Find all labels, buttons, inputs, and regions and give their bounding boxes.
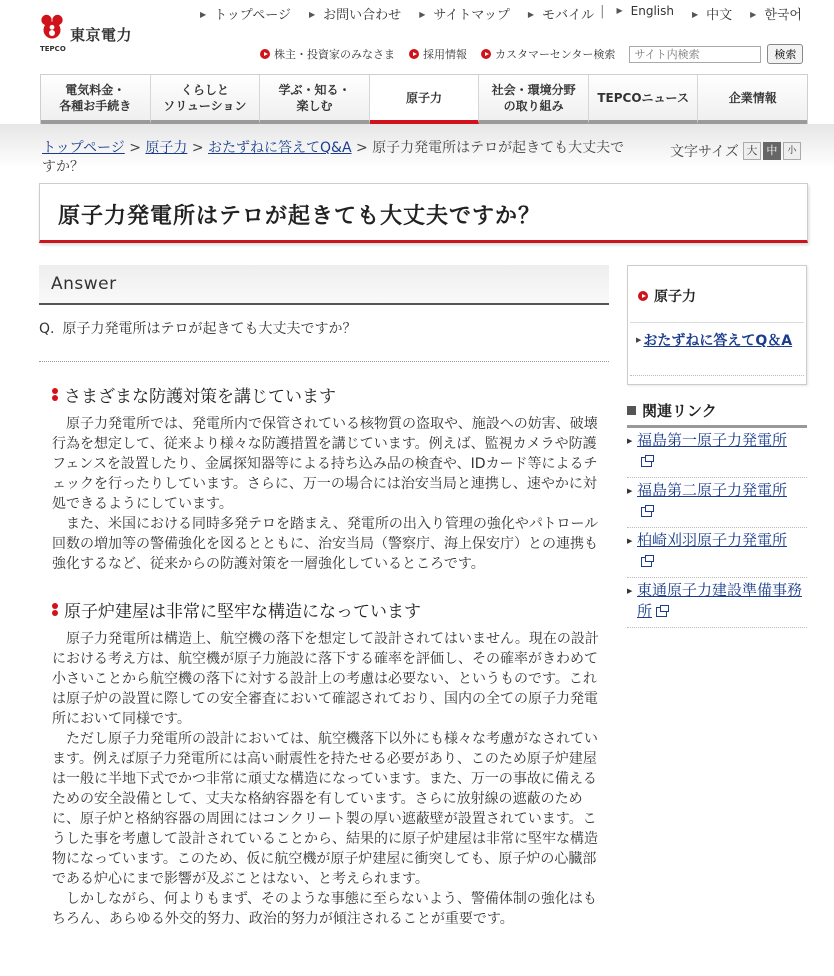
question-label: Q. bbox=[39, 321, 55, 337]
utility-sitemap-label: サイトマップ bbox=[433, 8, 510, 23]
arrow-circle-icon bbox=[481, 49, 491, 59]
lang-english-link[interactable] bbox=[604, 4, 680, 23]
lang-english-label: English bbox=[630, 4, 674, 18]
related-link-label: 福島第二原子力発電所 bbox=[637, 481, 788, 499]
divider bbox=[39, 361, 609, 362]
related-links-list bbox=[627, 430, 807, 630]
nav-tab-label: 学ぶ・知る・ 楽しむ bbox=[278, 82, 351, 113]
question bbox=[39, 318, 609, 338]
utility-sitemap-link[interactable] bbox=[407, 4, 516, 23]
nav-tab-news[interactable] bbox=[589, 75, 699, 124]
investors-link[interactable] bbox=[260, 46, 395, 62]
customer-center-link[interactable] bbox=[481, 46, 615, 62]
nav-tab-rates[interactable] bbox=[41, 75, 151, 124]
logo-name: 東京電力 bbox=[70, 26, 133, 44]
recruit-link[interactable] bbox=[409, 46, 467, 62]
related-link[interactable] bbox=[627, 430, 807, 478]
sidebar-section-label: 原子力 bbox=[654, 289, 696, 305]
paragraph: 原子力発電所では、発電所内で保管されている核物質の盗取や、施設への妨害、破壊行為を想定して、従来より様々な防護措置を講じています。例えば、監視カメラや防護フェンスを設置したり、金属探知器等による持ち込み品の検査や、IDカード等によるチェックを行ったりしています。さらに、万一の場合には治安当局と連携し、速やかに対処できるようにしています。 bbox=[52, 416, 598, 512]
nav-tab-learn[interactable] bbox=[260, 75, 370, 124]
external-link-icon bbox=[656, 607, 667, 617]
related-link[interactable] bbox=[627, 580, 807, 628]
search-button[interactable]: 検索 bbox=[767, 44, 803, 64]
recruit-label: 採用情報 bbox=[423, 48, 467, 61]
utility-nav bbox=[188, 4, 808, 23]
investors-label: 株主・投資家のみなさま bbox=[274, 48, 395, 61]
sub-utility-nav bbox=[260, 44, 803, 64]
breadcrumb-current: 原子力発電所はテロが起きても大丈夫ですか？ bbox=[42, 140, 625, 175]
site-header bbox=[0, 0, 834, 70]
lang-chinese-link[interactable] bbox=[680, 4, 738, 23]
breadcrumb-separator: > bbox=[356, 140, 368, 156]
utility-contact-link[interactable] bbox=[297, 4, 407, 23]
nav-tab-society[interactable] bbox=[479, 75, 589, 124]
arrow-icon: ▶ bbox=[616, 6, 623, 15]
utility-mobile-link[interactable] bbox=[516, 4, 600, 23]
nav-tab-label: 社会・環境分野 の取り組み bbox=[491, 82, 576, 113]
question-text: 原子力発電所はテロが起きても大丈夫ですか？ bbox=[62, 321, 357, 337]
paragraph: また、米国における同時多発テロを踏まえ、発電所の出入り管理の強化やパトロール回数の増加等の警備強化を図るとともに、治安当局（警察庁、海上保安庁）との連携も強化するなど、従来からの防護対策を一層強化しているところです。 bbox=[52, 516, 599, 572]
arrow-icon: ▶ bbox=[309, 10, 316, 19]
related-link[interactable] bbox=[627, 530, 807, 578]
breadcrumb-faq-link[interactable]: おたずねに答えてQ&A bbox=[208, 140, 352, 156]
answer-heading-label: Answer bbox=[51, 274, 117, 294]
breadcrumb-nuclear-link[interactable]: 原子力 bbox=[145, 140, 188, 156]
utility-top-link[interactable] bbox=[188, 4, 297, 23]
lang-korean-link[interactable] bbox=[738, 4, 808, 23]
arrow-icon: ▶ bbox=[627, 437, 633, 445]
lang-korean-label: 한국어 bbox=[764, 8, 802, 23]
divider: | bbox=[600, 4, 605, 19]
nav-tab-label: TEPCOニュース bbox=[597, 90, 689, 105]
arrow-icon: ▶ bbox=[527, 10, 535, 19]
nav-tab-nuclear[interactable] bbox=[370, 75, 480, 124]
customer-center-label: カスタマーセンター検索 bbox=[495, 48, 616, 61]
utility-contact-label: お問い合わせ bbox=[323, 8, 402, 23]
paragraph: しかしながら、何よりもまず、そのような事態に至らないよう、警備体制の強化はもちろん、あらゆる外交的努力、政治的努力が傾注されることが重要です。 bbox=[52, 891, 597, 927]
font-size-large-button[interactable]: 大 bbox=[743, 142, 761, 160]
sidebar-section-link[interactable] bbox=[638, 286, 696, 306]
breadcrumb-separator: > bbox=[191, 140, 204, 156]
arrow-icon: ▶ bbox=[200, 10, 207, 19]
external-link-icon bbox=[641, 507, 652, 517]
nav-tab-solutions[interactable] bbox=[151, 75, 261, 124]
arrow-icon: ▶ bbox=[691, 10, 699, 19]
paragraph: ただし原子力発電所の設計においては、航空機落下以外にも様々な考慮がなされています。例えば原子力発電所には高い耐震性を持たせる必要があり、このため原子炉建屋は一般に半地下式でかつ非常に頑丈な構造になっています。また、万一の事故に備えるための安全設備として、丈夫な格納容器を有しています。さらに放射線の遮蔽のために、原子炉と格納容器の周囲にはコンクリート製の厚い遮蔽壁が設置されています。こうした事を考慮して設計されていることから、結果的に原子炉建屋は非常に堅牢な構造物になっています。このため、仮に航空機が原子炉建屋に衝突しても、原子炉の心臓部である炉心にまで影響が及ぶことはない、と考えられます。 bbox=[52, 731, 598, 887]
section-heading bbox=[52, 382, 336, 407]
page-title: 原子力発電所はテロが起きても大丈夫ですか？ bbox=[58, 204, 542, 229]
arrow-icon: ▶ bbox=[627, 587, 633, 595]
related-link-label: 東通原子力建設準備事務所 bbox=[637, 581, 803, 620]
arrow-icon: ▶ bbox=[627, 537, 633, 545]
nav-tab-corporate[interactable] bbox=[698, 75, 807, 124]
section-title: さまざまな防護対策を講じています bbox=[64, 387, 336, 407]
arrow-circle-icon bbox=[260, 49, 270, 59]
font-size-small-button[interactable]: 小 bbox=[783, 142, 801, 160]
related-link-label: 福島第一原子力発電所 bbox=[637, 431, 788, 449]
related-link-label: 柏崎刈羽原子力発電所 bbox=[637, 531, 788, 549]
answer-heading bbox=[39, 265, 609, 305]
breadcrumb-separator: > bbox=[129, 140, 141, 156]
global-nav bbox=[40, 74, 808, 124]
arrow-circle-icon bbox=[409, 49, 419, 59]
nav-tab-label: 原子力 bbox=[406, 90, 443, 105]
red-bullet-icon bbox=[52, 387, 58, 402]
related-link[interactable] bbox=[627, 480, 807, 528]
page-title-box bbox=[39, 183, 808, 243]
tepco-logo[interactable] bbox=[40, 14, 132, 53]
font-size-medium-button[interactable]: 中 bbox=[763, 142, 781, 160]
nav-tab-label: くらしと ソリューション bbox=[163, 82, 247, 113]
paragraph: 原子力発電所は構造上、航空機の落下を想定して設計されてはいません。現在の設計における考え方は、航空機が原子力施設に落下する確率を評価し、その確率がきわめて小さいことから航空機の落下に対する設計上の考慮は必要ない、というものです。これは原子炉の設置に際しての安全審査において確認されており、国内の全ての原子力発電所において同様です。 bbox=[52, 631, 599, 727]
square-bullet-icon bbox=[627, 406, 636, 415]
section-heading bbox=[52, 597, 421, 622]
breadcrumb bbox=[42, 139, 632, 177]
arrow-circle-icon bbox=[638, 291, 648, 301]
sidebar-local-nav bbox=[627, 265, 807, 385]
external-link-icon bbox=[641, 557, 652, 567]
logo-subtext: TEPCO bbox=[40, 45, 66, 53]
utility-mobile-label: モバイル bbox=[542, 8, 595, 23]
utility-top-label: トップページ bbox=[214, 8, 292, 23]
arrow-icon: ▶ bbox=[627, 487, 633, 495]
breadcrumb-home-link[interactable]: トップページ bbox=[42, 140, 125, 156]
font-size-label: 文字サイズ bbox=[670, 144, 739, 160]
arrow-icon: ▶ bbox=[636, 336, 642, 344]
divider bbox=[630, 375, 804, 376]
external-link-icon bbox=[641, 457, 652, 467]
related-links-title: 関連リンク bbox=[642, 402, 717, 420]
section-body bbox=[52, 629, 608, 929]
site-search-input[interactable] bbox=[629, 46, 761, 63]
tepco-logo-icon bbox=[40, 14, 64, 53]
related-links-heading bbox=[627, 400, 807, 428]
font-size-control bbox=[670, 141, 801, 161]
sidebar-item-faq-label: おたずねに答えてQ＆A bbox=[643, 333, 793, 349]
sidebar-item-faq[interactable] bbox=[636, 330, 804, 351]
section-title: 原子炉建屋は非常に堅牢な構造になっています bbox=[64, 602, 421, 622]
nav-tab-label: 企業情報 bbox=[728, 90, 777, 105]
arrow-icon: ▶ bbox=[750, 10, 757, 19]
red-bullet-icon bbox=[52, 602, 58, 617]
divider bbox=[630, 322, 804, 323]
lang-chinese-label: 中文 bbox=[706, 8, 733, 23]
section-body bbox=[52, 414, 608, 574]
arrow-icon: ▶ bbox=[419, 10, 426, 19]
nav-tab-label: 電気料金・ 各種お手続き bbox=[59, 82, 132, 113]
